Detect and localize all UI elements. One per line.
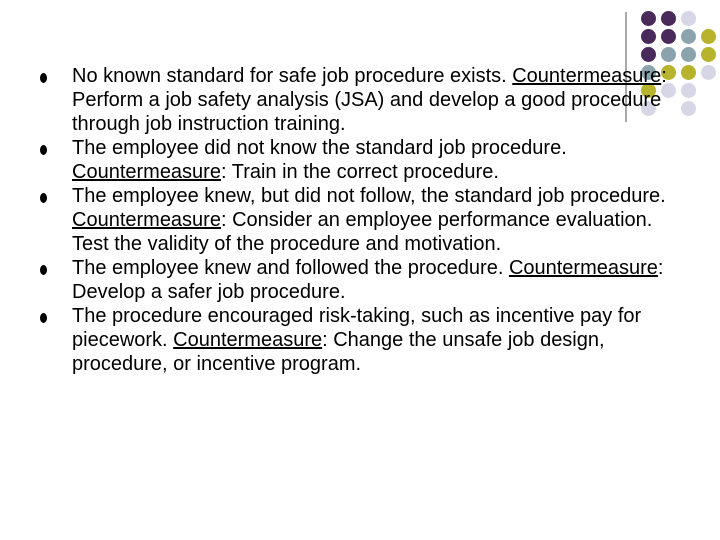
bullet-item <box>40 64 680 136</box>
bullet-text: The employee knew, but did not follow, the standard job procedure. <box>72 185 666 207</box>
bullet-text: The employee did not know the standard job procedure. <box>72 137 567 159</box>
bullet-item <box>40 136 680 184</box>
bullet-text: : Develop a safer job procedure. <box>72 257 664 303</box>
bullet-item <box>40 304 680 376</box>
bullet-list <box>40 64 680 376</box>
decorative-dot <box>681 47 696 62</box>
decorative-dot <box>661 11 676 26</box>
bullet-text: : Perform a job safety analysis (JSA) and develop a good procedure through job instruction training. <box>72 65 667 135</box>
bullet-text: : Consider an employee performance evaluation. Test the validity of the procedure and motivation. <box>72 209 653 255</box>
decorative-dot <box>661 29 676 44</box>
countermeasure-label: Countermeasure <box>72 209 221 231</box>
decorative-dot <box>681 101 696 116</box>
bullet-text: The procedure encouraged risk-taking, such as incentive pay for piecework. <box>72 305 642 351</box>
bullet-marker <box>40 313 47 323</box>
bullet-text: No known standard for safe job procedure exists. <box>72 65 513 87</box>
decorative-dot <box>681 29 696 44</box>
bullet-marker <box>40 193 47 203</box>
bullet-marker <box>40 145 47 155</box>
bullet-text: The employee knew and followed the procedure. <box>72 257 509 279</box>
decorative-dot <box>661 47 676 62</box>
bullet-item <box>40 256 680 304</box>
bullet-text: : Change the unsafe job design, procedure, or incentive program. <box>72 329 605 375</box>
decorative-dot <box>701 47 716 62</box>
decorative-dot <box>641 29 656 44</box>
decorative-dot <box>681 11 696 26</box>
bullet-marker <box>40 73 47 83</box>
decorative-dot <box>681 83 696 98</box>
decorative-dot <box>701 29 716 44</box>
decorative-dot <box>641 47 656 62</box>
decorative-dot <box>701 65 716 80</box>
decorative-dot <box>681 65 696 80</box>
countermeasure-label: Countermeasure <box>72 161 221 183</box>
bullet-marker <box>40 265 47 275</box>
countermeasure-label: Countermeasure <box>173 329 323 351</box>
bullet-text: : Train in the correct procedure. <box>220 161 499 183</box>
countermeasure-label: Countermeasure <box>512 65 662 87</box>
bullet-item <box>40 184 680 256</box>
decorative-dot <box>641 11 656 26</box>
countermeasure-label: Countermeasure <box>508 257 658 279</box>
